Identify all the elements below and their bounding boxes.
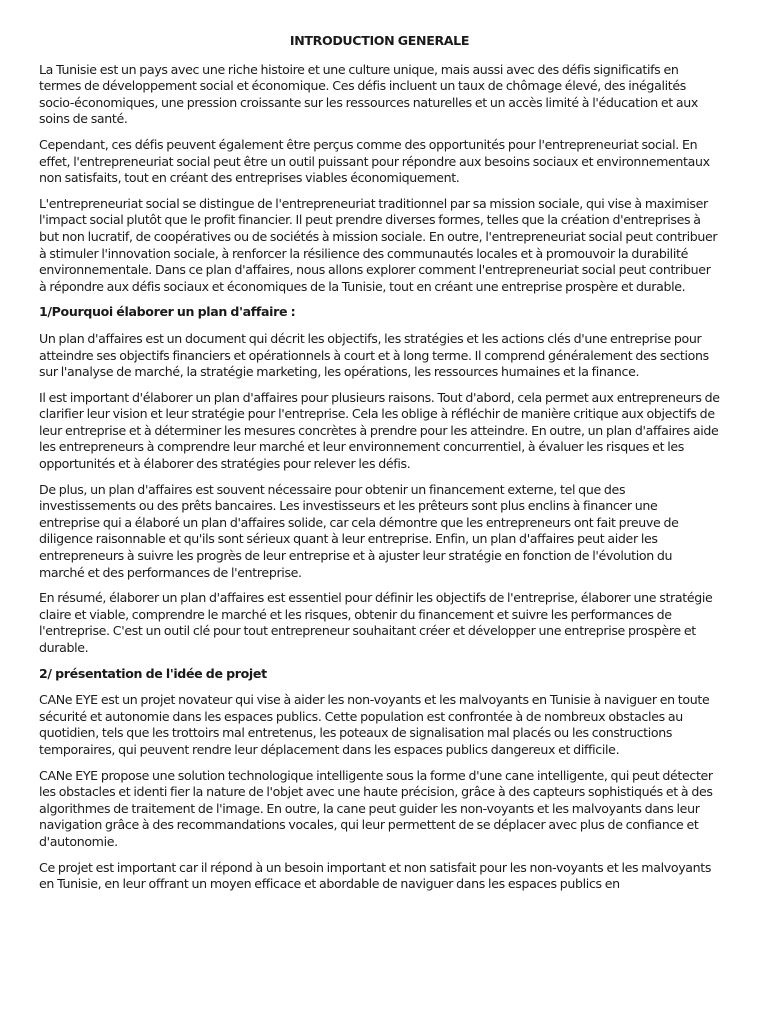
- intro-paragraph-1: La Tunisie est un pays avec une riche histoire et une culture unique, mais aussi avec des défis significatifs en termes de développement social et économique. Ces défis incluent un taux de chômage élevé, des inégalités socio-économiques, une pression croissante sur les ressources naturelles et un accès limité à l'éducation et aux soins de santé.: [39, 61, 699, 127]
- intro-paragraph-2: Cependant, ces défis peuvent également être perçus comme des opportunités pour l'entrepreneuriat social. En effet, l'entrepreneuriat social peut être un outil puissant pour répondre aux besoins sociaux et environnementaux non satisfaits, tout en créant des entreprises viables économiquement.: [39, 136, 710, 186]
- page-title: INTRODUCTION GENERALE: [289, 33, 470, 48]
- section-2-paragraph-1: CANe EYE est un projet novateur qui vise à aider les non-voyants et les malvoyants en Tunisie à naviguer en toute sécurité et autonomie dans les espaces publics. Cette population est confrontée à de nombreux obstacles au quotidien, tels que les trottoirs mal entretenus, les poteaux de signalisation mal placés ou les constructions temporaires, qui peuvent rendre leur déplacement dans les espaces publics dangereux et difficile.: [39, 692, 710, 757]
- section-1-paragraph-3: De plus, un plan d'affaires est souvent nécessaire pour obtenir un financement externe, tel que des investissements ou des prêts bancaires. Les investisseurs et les prêteurs sont plus enclins à financer une entreprise qui a élaboré un plan d'affaires solide, car cela démontre que les entrepreneurs ont fait preuve de diligence raisonnable et qu'ils sont sérieux quant à leur entreprise. Enfin, un plan d'affaires peut aider les entrepreneurs à suivre les progrès de leur entreprise et à ajuster leur stratégie en fonction de l'évolution du marché et des performances de l'entreprise.: [39, 481, 679, 580]
- intro-paragraph-3: L'entrepreneuriat social se distingue de l'entrepreneuriat traditionnel par sa mission sociale, qui vise à maximiser l'impact social plutôt que le profit financier. Il peut prendre diverses formes, telles que la création d'entreprises à but non lucratif, de coopératives ou de sociétés à mission sociale. En outre, l'entrepreneuriat social peut contribuer à stimuler l'innovation sociale, à renforcer la résilience des communautés locales et à promouvoir la durabilité environnementale. Dans ce plan d'affaires, nous allons explorer comment l'entrepreneuriat social peut contribuer à répondre aux défis sociaux et économiques de la Tunisie, tout en créant une entreprise prospère et durable.: [39, 195, 718, 294]
- section-1-paragraph-2: Il est important d'élaborer un plan d'affaires pour plusieurs raisons. Tout d'abord, cela permet aux entrepreneurs de clarifier leur vision et leur stratégie pour l'entreprise. Cela les oblige à réfléchir de manière critique aux objectifs de leur entreprise et à déterminer les mesures concrètes à prendre pour les atteindre. En outre, un plan d'affaires aide les entrepreneurs à comprendre leur marché et leur environnement concurrentiel, à évaluer les risques et les opportunités et à élaborer des stratégies pour relever les défis.: [39, 389, 720, 472]
- section-1-heading: 1/Pourquoi élaborer un plan d'affaire :: [39, 304, 296, 320]
- section-2-paragraph-3: Ce projet est important car il répond à un besoin important et non satisfait pour les non-voyants et les malvoyants en Tunisie, en leur offrant un moyen efficace et abordable de naviguer dans les espaces publics en: [39, 859, 712, 892]
- section-1-paragraph-4: En résumé, élaborer un plan d'affaires est essentiel pour définir les objectifs de l'entreprise, élaborer une stratégie claire et viable, comprendre le marché et les risques, obtenir du financement et suivre les performances de l'entreprise. C'est un outil clé pour tout entrepreneur souhaitant créer et développer une entreprise prospère et durable.: [39, 590, 713, 655]
- section-2-paragraph-2: CANe EYE propose une solution technologique intelligente sous la forme d'une cane intelligente, qui peut détecter les obstacles et identi fier la nature de l'objet avec une haute précision, grâce à des capteurs sophistiqués et à des algorithmes de traitement de l'image. En outre, la cane peut guider les non-voyants et les malvoyants dans leur navigation grâce à des recommandations vocales, qui leur permettent de se déplacer avec plus de confiance et d'autonomie.: [39, 767, 713, 849]
- section-2-heading: 2/ présentation de l'idée de projet: [39, 665, 267, 681]
- section-1-paragraph-1: Un plan d'affaires est un document qui décrit les objectifs, les stratégies et les actions clés d'une entreprise pour atteindre ses objectifs financiers et opérationnels à court et à long terme. Il comprend généralement des sections sur l'analyse de marché, la stratégie marketing, les opérations, les ressources humaines et la finance.: [39, 330, 709, 380]
